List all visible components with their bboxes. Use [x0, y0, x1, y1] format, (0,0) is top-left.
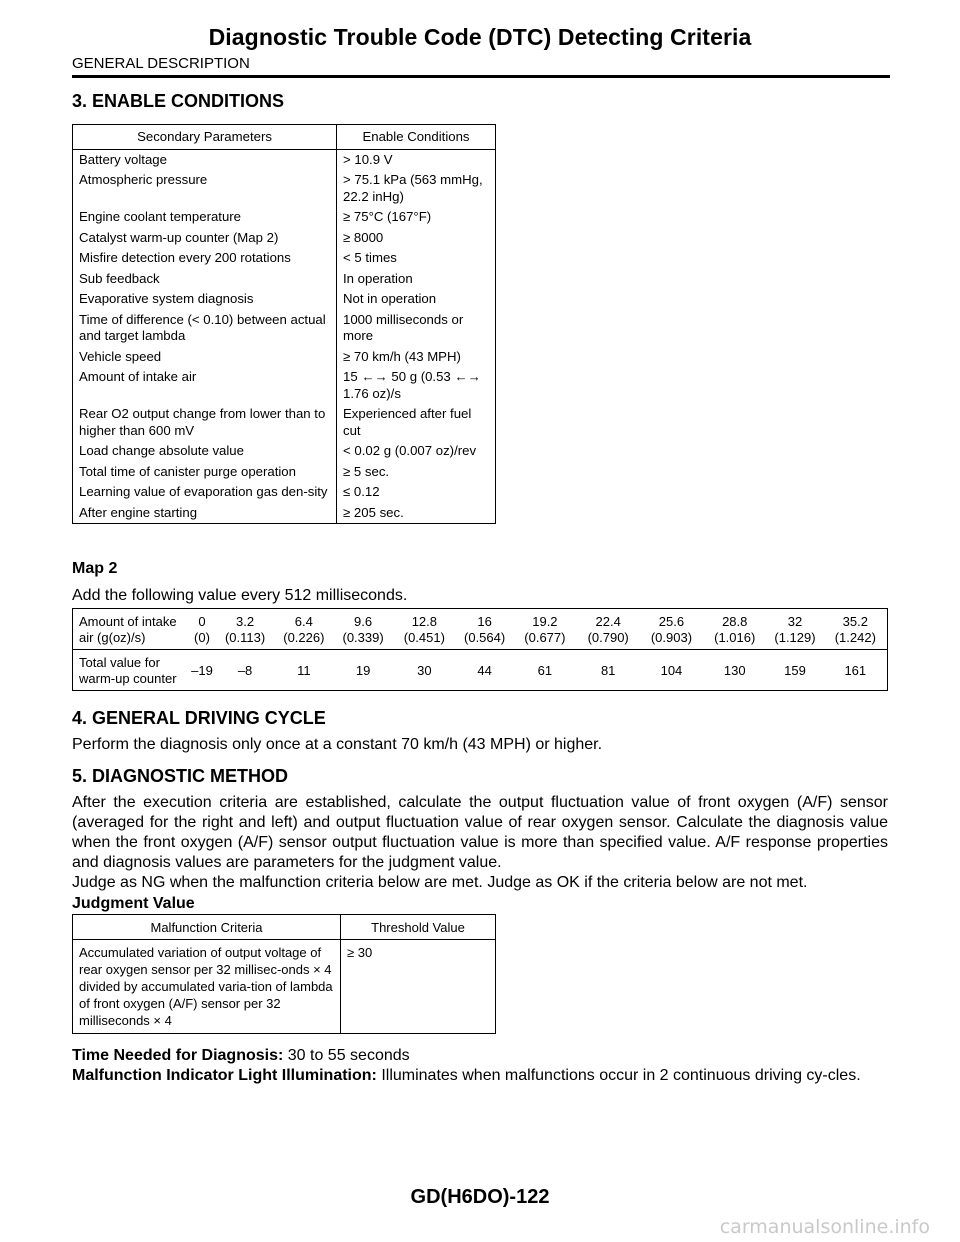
enable-condition-cell: > 75.1 kPa (563 mmHg, 22.2 inHg) [337, 170, 496, 207]
map2-intro: Add the following value every 512 milliseconds. [72, 587, 408, 604]
enable-row [73, 248, 496, 269]
map2-counter-cell: 19 [355, 663, 371, 678]
enable-condition-cell: ≥ 205 sec. [337, 503, 496, 524]
mil-label: Malfunction Indicator Light Illumination: [72, 1067, 377, 1084]
enable-condition-cell: < 0.02 g (0.007 oz)/rev [337, 441, 496, 462]
map2-counter-cell: 61 [537, 663, 553, 678]
map2-intake-cell: 0 (0) [188, 609, 216, 650]
enable-row [73, 170, 496, 207]
enable-conditions-table [72, 124, 496, 524]
enable-condition-cell: Experienced after fuel cut [337, 404, 496, 441]
enable-row [73, 482, 496, 503]
enable-param-cell: Misfire detection every 200 rotations [79, 250, 291, 265]
enable-row [73, 289, 496, 310]
map2-intake-cell: 3.2 (0.113) [216, 609, 274, 650]
enable-col-header-conditions: Enable Conditions [337, 125, 496, 150]
time-needed-value: 30 to 55 seconds [287, 1047, 410, 1064]
enable-row [73, 228, 496, 249]
enable-condition-cell: 1000 milliseconds or more [337, 310, 496, 347]
map2-intake-cell: 16 (0.564) [456, 609, 513, 650]
judge-col-header-criteria: Malfunction Criteria [73, 915, 341, 940]
map2-counter-cell: 11 [297, 663, 311, 678]
mil-value: Illuminates when malfunctions occur in 2 continuous driving cy-cles. [381, 1067, 861, 1084]
enable-row [73, 367, 496, 404]
map2-heading: Map 2 [72, 560, 118, 577]
driving-cycle-text: Perform the diagnosis only once at a constant 70 km/h (43 MPH) or higher. [72, 736, 603, 753]
map2-row-label-intake: Amount of intake air (g(oz)/s) [73, 609, 189, 650]
enable-param-cell: Battery voltage [79, 151, 167, 167]
map2-intake-cell: 35.2 (1.242) [824, 609, 888, 650]
enable-condition-cell: 15 ←→ 50 g (0.53 ←→ 1.76 oz)/s [337, 367, 496, 404]
section-label: GENERAL DESCRIPTION [72, 55, 250, 72]
time-needed-line [72, 1046, 888, 1066]
enable-param-cell: Rear O2 output change from lower than to higher than 600 mV [79, 406, 326, 438]
enable-row [73, 441, 496, 462]
judgment-value-table [72, 914, 496, 1034]
map2-table [72, 608, 888, 691]
map2-counter-cell: 44 [477, 663, 492, 678]
map2-counter-cell: 30 [417, 663, 432, 678]
map2-intake-cell: 25.6 (0.903) [640, 609, 703, 650]
map2-row-label-counter: Total value for warm-up counter [79, 655, 177, 686]
enable-condition-cell: ≥ 5 sec. [337, 462, 496, 483]
time-needed-label: Time Needed for Diagnosis: [72, 1047, 284, 1064]
map2-counter-cell: 104 [660, 663, 683, 678]
enable-param-cell: After engine starting [79, 504, 198, 520]
enable-param-cell: Catalyst warm-up counter (Map 2) [79, 229, 279, 245]
enable-param-cell: Vehicle speed [79, 348, 162, 364]
enable-condition-cell: ≥ 8000 [337, 228, 496, 249]
judge-threshold-cell: ≥ 30 [341, 940, 496, 1034]
enable-param-cell: Sub feedback [79, 270, 160, 286]
enable-condition-cell: < 5 times [337, 248, 496, 269]
map2-intake-cell: 32 (1.129) [766, 609, 823, 650]
judge-criteria-cell: Accumulated variation of output voltage of rear oxygen sensor per 32 millisec-onds × 4 divided by accumulated varia-tion of lambda of front oxygen (A/F) sensor per 32 milliseconds × 4 [79, 945, 333, 1028]
enable-param-cell: Load change absolute value [79, 443, 244, 458]
map2-intake-cell: 12.8 (0.451) [393, 609, 456, 650]
enable-conditions-heading: 3. ENABLE CONDITIONS [72, 91, 285, 111]
enable-row [73, 503, 496, 524]
header-rule [72, 75, 890, 78]
enable-row [73, 310, 496, 347]
enable-col-header-params: Secondary Parameters [73, 125, 337, 150]
map2-intake-cell: 28.8 (1.016) [703, 609, 766, 650]
map2-counter-cell: 81 [600, 663, 616, 678]
enable-row [73, 269, 496, 290]
enable-row [73, 404, 496, 441]
enable-param-cell: Evaporative system diagnosis [79, 291, 254, 306]
enable-row [73, 149, 496, 170]
enable-condition-cell: Not in operation [337, 289, 496, 310]
enable-condition-cell: In operation [337, 269, 496, 290]
mil-line [72, 1066, 888, 1086]
enable-param-cell: Total time of canister purge operation [79, 463, 296, 479]
enable-param-cell: Time of difference (< 0.10) between actual and target lambda [79, 311, 326, 343]
enable-row [73, 347, 496, 368]
enable-param-cell: Amount of intake air [79, 369, 197, 384]
enable-param-cell: Engine coolant temperature [79, 209, 242, 224]
enable-param-cell: Learning value of evaporation gas den-sity [79, 484, 328, 499]
enable-condition-cell: ≤ 0.12 [337, 482, 496, 503]
map2-counter-cell: 130 [723, 663, 746, 678]
diagnostic-method-text: After the execution criteria are established, calculate the output fluctuation value of front oxygen (A/F) sensor (averaged for the right and left) and output fluctuation value of rear oxygen sensor. Calculate the diagnosis value when the front oxygen (A/F) sensor output fluctuation value is more than specified value. A/F response properties and diagnosis values are parameters for the judgment value. [72, 794, 888, 871]
judge-col-header-threshold: Threshold Value [341, 915, 496, 940]
map2-intake-cell: 19.2 (0.677) [513, 609, 576, 650]
enable-condition-cell: > 10.9 V [337, 149, 496, 170]
diagnostic-method-heading: 5. DIAGNOSTIC METHOD [72, 766, 289, 786]
page-title: Diagnostic Trouble Code (DTC) Detecting Criteria [208, 24, 752, 50]
enable-row [73, 462, 496, 483]
enable-param-cell: Atmospheric pressure [79, 172, 208, 187]
diagnostic-method-text-2: Judge as NG when the malfunction criteria below are met. Judge as OK if the criteria below are not met. [72, 874, 808, 891]
page-number-code: GD(H6DO)-122 [410, 1186, 550, 1208]
enable-condition-cell: ≥ 75°C (167°F) [337, 207, 496, 228]
map2-counter-cell: –19 [191, 663, 213, 678]
map2-counter-cell: –8 [237, 663, 253, 678]
map2-intake-cell: 22.4 (0.790) [577, 609, 640, 650]
enable-row [73, 207, 496, 228]
map2-intake-cell: 6.4 (0.226) [274, 609, 333, 650]
enable-condition-cell: ≥ 70 km/h (43 MPH) [337, 347, 496, 368]
judgment-value-heading: Judgment Value [72, 895, 195, 912]
map2-counter-cell: 159 [784, 663, 806, 678]
watermark: carmanualsonline.info [719, 1216, 930, 1238]
map2-intake-cell: 9.6 (0.339) [333, 609, 392, 650]
driving-cycle-heading: 4. GENERAL DRIVING CYCLE [72, 708, 326, 728]
map2-counter-cell: 161 [844, 663, 867, 678]
